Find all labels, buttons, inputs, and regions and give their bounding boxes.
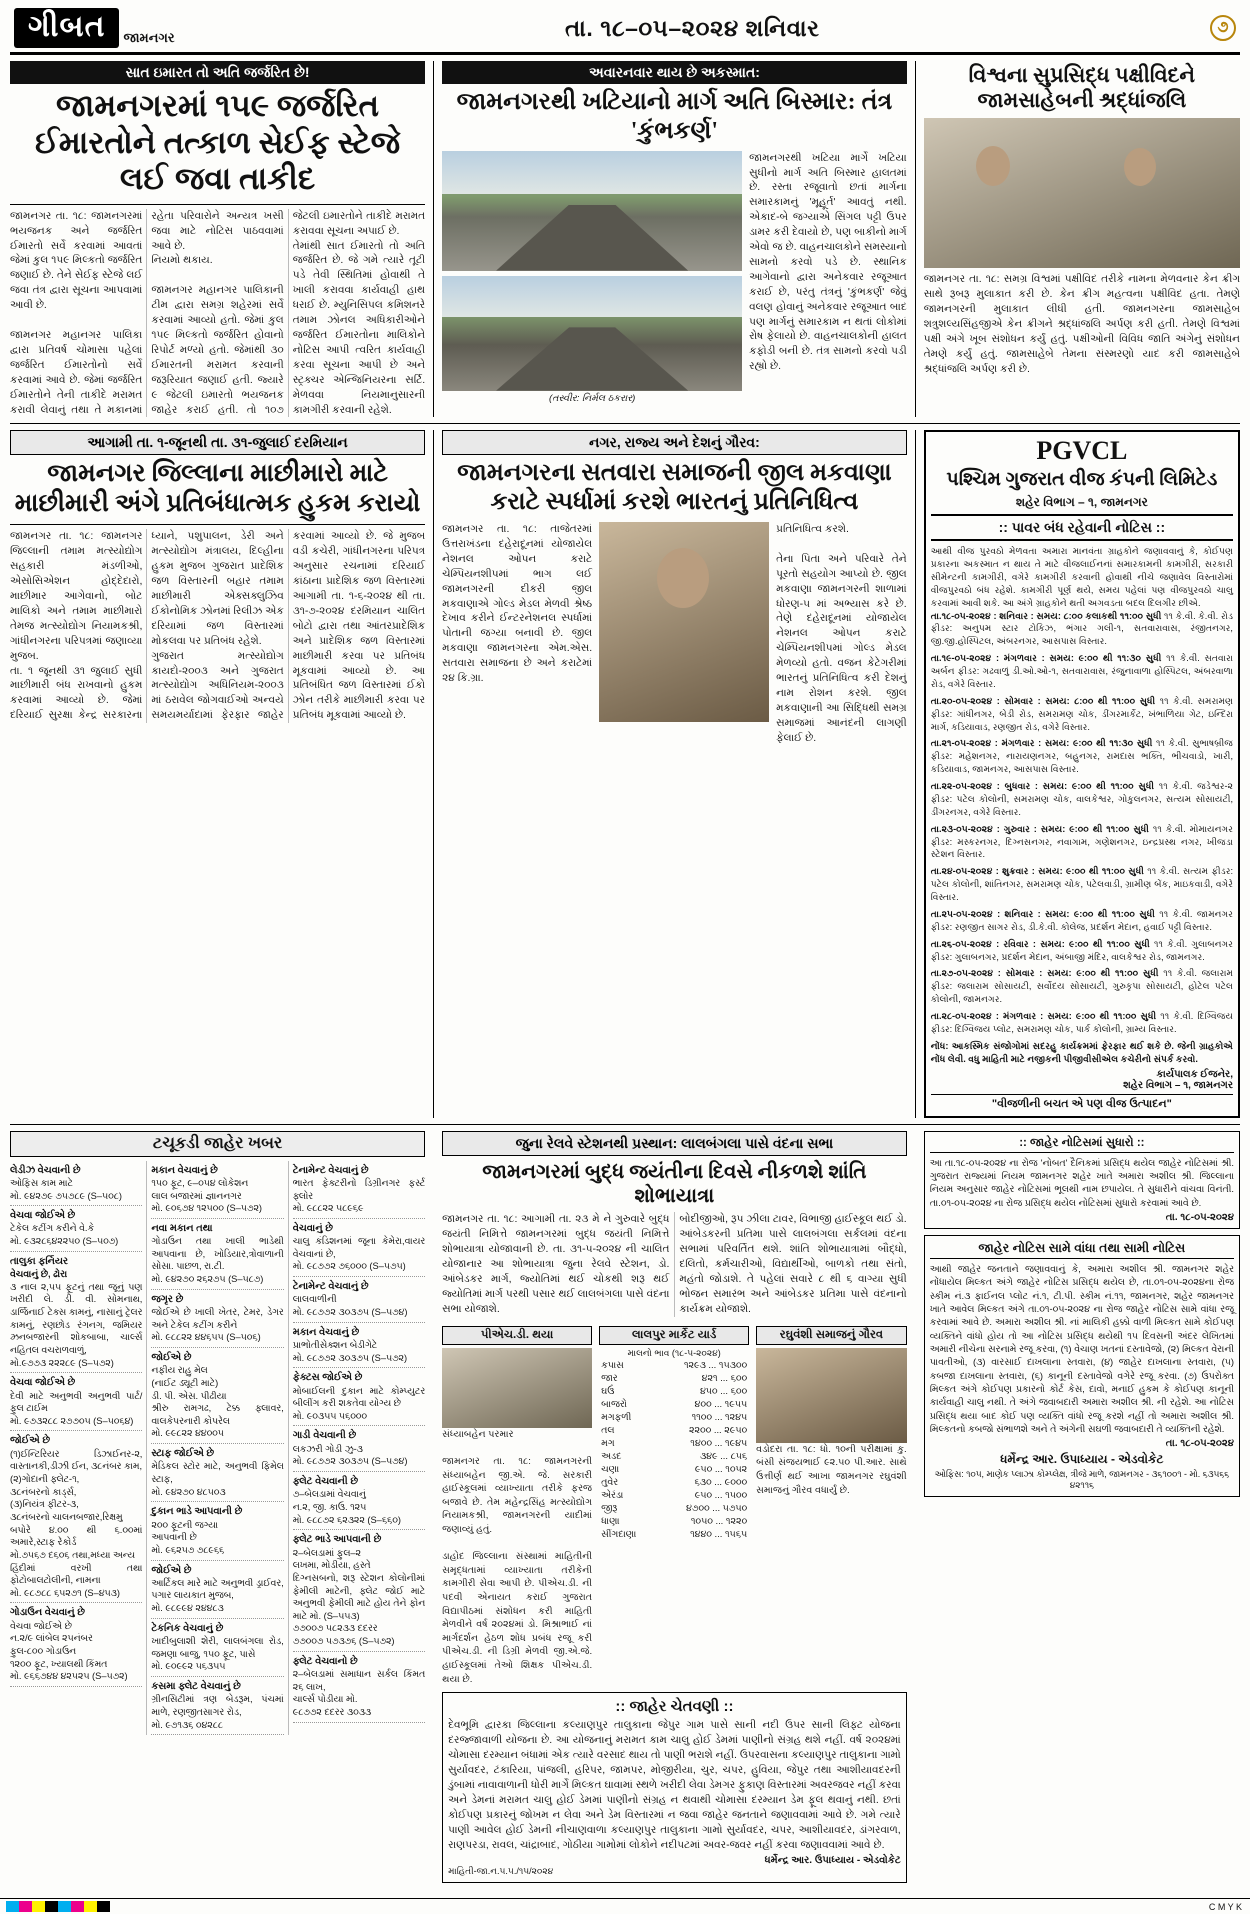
- pgvcl-schedule-area: ૧૧ કે.વી. જડેશ્વર-૨ ફીડર: પટેલ કોલોની, સમરામણ ચોક, વાલકેશ્વર, ગોકુલનગર, સત્યમ સોસાયટી, ડીંગરનગર, વગેરે વિસ્તાર.: [930, 781, 1233, 817]
- classified-item: [151, 1619, 283, 1677]
- classified-item: [10, 1373, 142, 1431]
- color-swatch: [45, 1901, 58, 1912]
- classified-item-heading: ફ્લેટ વેચવાનો છે: [292, 1655, 358, 1667]
- pgvcl-slogan: "વીજળીની બચત એ પણ વીજ ઉત્પાદન": [931, 1094, 1233, 1111]
- classified-item-body: આર્ટિકલ મારે માટે અનુભવી ડ્રાઈવર, પગાર લાયકાત મુજબ, મો. ૯૮૯૯૪ ૨૪૪૮૩: [151, 1577, 284, 1614]
- masthead: [10, 6, 1240, 55]
- notice-correction-date: તા. ૧૮-૦૫-૨૦૨૪: [1165, 1211, 1234, 1223]
- classified-item-heading: જોઈએ છે: [151, 1564, 192, 1576]
- classified-item-body: ૨–બેલડામાં ફુલ–૨ લખમા, મોડીયા, હસ્તે દિગ્નસબનો, શરૂ સ્ટેશન કોલોનીમાં ફેમીલી માટેની, ફ્લેટ જોઈ માટે અનુભવી ફેમીલી માટે હોય તેને ફોન માટે મો. (S–૫૫૩) ૭૭૦૦૭ ૫૮૨૩૩ દદરર ૭૭૦૦૭ ૫૭૩૭૬ (S–૫૭૨): [292, 1547, 426, 1647]
- classified-item: [10, 1252, 142, 1373]
- classified-item: [151, 1290, 283, 1348]
- commodity-name: મગફળી: [601, 1411, 632, 1423]
- raghuvanshi-body: વડોદરા તા. ૧૮: ધો. ૧૦ની પરીક્ષામાં કુ. બંસી સંજયભાઈ ૯૨.૫૦ પી.આર. સાથે ઉત્તીર્ણ થઈ આખા જામનગર રઘુવંશી સમાજનું ગૌરવ વધાર્યું છે.: [756, 1443, 907, 1496]
- commodity-price: ૯૫૦ ... ૧૫૦૦: [694, 1489, 748, 1501]
- pgvcl-schedule-area: ૧૧ કે.વી. જલારામ ફીડર: જલારામ સોસાયટી, સર્વોદય સોસાયટી, ગુરુકૃપા સોસાયટી, હોટેલ પટેલ કોલોની, જામનગર.: [930, 968, 1233, 1005]
- commodity-name: એરંડા: [601, 1489, 624, 1501]
- shanti-col-2: બોદીજીઓ, રૂપ ઝીલા ટાવર, વિભાજી હાઈસ્કૂલ થઈ ડો. આંબેડકરની પ્રતિમા પાસે લાલબંગલા સર્કલમાં વંદના સભામાં પરિવર્તિત થશે. શાંતિ શોભાયાત્રામાં બૌદ્ધો, દલિતો, કર્મચારીઓ, વિદ્યાર્થીઓ, બાળકો તથા સંતો, મહંતો જોડાશે. તે પહેલાં સવારે ૮ થી ૬ વાગ્યા સુધી ભોજન સમારંભ અને આંબેડકર પ્રતિમા પાસે વંદનાનો કાર્યક્રમ યોજાશે.: [679, 1213, 907, 1315]
- road-photo-bottom: [442, 276, 742, 391]
- pgvcl-schedule-time: તા.૧૮-૦૫-૨૦૨૪ : શનિવાર : સમય: ૮:૦૦ કલાકથી ૧૧:૦૦ સુધી: [930, 610, 1164, 621]
- lead-col-3: તેમાંથી સાત ઈમારતો તો અતિ જર્જરિત છે. જે ગમે ત્યારે તૂટી પડે તેવી સ્થિતિમાં હોવાથી તે ખાલી કરાવવા કાર્યવાહી હાથ ધરાઈ છે. મ્યુનિસિપલ કમિશનરે તમામ ઝોનલ અધિકારીઓને જર્જરિત ઈમારતોના માલિકોને નોટિસ આપી ત્વરિત કાર્યવાહી કરવા સૂચના આપી છે અને સ્ટ્રક્ચર એન્જિનિયરના સર્ટિ. મેળવવા નિયમાનુસારની કામગીરી કરવાની રહેશે.: [292, 239, 426, 416]
- commodity-name: અડદ: [601, 1450, 622, 1462]
- pgvcl-schedule-entry: [931, 865, 1233, 904]
- commodity-price: ૧૦૫૦ ... ૧૨૨૦: [690, 1515, 748, 1527]
- pgvcl-schedule-entry: [931, 1010, 1233, 1036]
- classified-item-heading: ગાડી વેચવાની છે: [292, 1430, 357, 1442]
- top-section: [10, 61, 1240, 417]
- classified-item-heading: લેડીઝ વેચવાની છે: [10, 1164, 81, 1176]
- commodity-name: ચણા: [601, 1463, 620, 1475]
- karate-col-right: પ્રતિનિધિત્વ કરશે. તેના પિતા અને પરિવારે તેને પૂરતો સહયોગ આપ્યો છે. જીલ મકવાણા જામનગરની શાળામાં ધોરણ-૫ માં અભ્યાસ કરે છે. તેણે દહેરાદૂનમાં યોજાયેલ નેશનલ ઓપન કરાટે ચેમ્પિયનશીપમાં ગોલ્ડ મેડલ મેળવ્યો હતો. વજન કેટેગરીમાં ભારતનું પ્રતિનિધિત્વ કરી દેશનું નામ રોશન કરશે. જીલ મકવાણાની આ સિદ્ધિથી સમગ્ર સમાજમાં આનંદની લાગણી ફેલાઈ છે.: [776, 523, 907, 744]
- tribute-story: [924, 61, 1240, 417]
- color-swatch: [32, 1901, 45, 1912]
- classified-item-heading: વેચવા જોઈએ છે: [10, 1210, 76, 1222]
- fishing-col-1: જામનગર તા. ૧૮: જામનગર જિલ્લાની તમામ મત્સ્યોદ્યોગ સહકારી મંડળીઓ, એસોસિએશન હોદ્દેદારો, માછીમાર આગેવાનો, બોટ માલિકો અને તમામ માછીમારો તેમજ મત્સ્યોદ્યોગ નિયામકશ્રી, ગાંધીનગરના પરિપત્રમાં જણાવ્યા મુજબ.: [10, 530, 143, 662]
- middle-lower-section: [442, 1131, 907, 1884]
- public-notice-body: આથી જાહેર જનતાને જણાવવાનું કે, અમારા અશીલ શ્રી. જામનગર શહેર નોંધાયેલ મિલ્કત અંગે જાહેર નોટિસ પ્રસિદ્ધ થયેલ છે, તા.૦૧-૦૫-૨૦૨૪ના રોજ સ્કીમ નં.૩ ફાઈનલ પ્લોટ નં.૧, ટી.પી. સ્કીમ નં.૧૧, જામનગર, શહેર જામનગર ખાતે આવેલ મિલ્કત અંગે તા.૦૧-૦૫-૨૦૨૪ ના રોજ જાહેર નોટિસ સામે વાંધા રજૂ કરવામાં આવે છે. અમારા અશીલ શ્રી. નાં માલિકી હક્કો વાળી મિલ્કત સામે કોઈપણ વ્યક્તિને વાંધો હોય તો આ નોટિસ પ્રસિદ્ધ થયેથી ૧૫ દિવસની અંદર લેખિતમાં અમારી નીચેના સરનામે રજૂ કરવા, (૧) વેચાણ ખતનાં દસ્તાવેજો, (૨) મિલ્કત વેરાની પાવતીઓ, (૩) વારસાઈ દાખલાના સ્તવારા, (૪) જાહેર દાખલાના સ્તવારા, (૫) કબજા દાખલાના સ્તવારા, (૬) કાનૂની દસ્તાવેજો વગેરે રજૂ કરવા. (૭) ઉપરોક્ત મિલ્કત અંગે કોઈપણ પ્રકારનો કોર્ટ કેસ, દાવો, મનાઈ હુકમ કે કોઈપણ કાનૂની કાર્યવાહી ચાલુ નથી. તે અંગે જવાબદારી અમારા અશીલ શ્રી. ની રહેશે. આ નોટિસ પ્રસિદ્ધ થયા બાદ કોઈ પણ વ્યક્તિ વાંધો રજૂ કરશે નહીં તો અમારા અશીલ શ્રી. મિલ્કતનો કબજો સંભાળશે અને તે અંગેની સઘળી જવાબદારી તે વ્યક્તિની રહેશે.: [929, 1262, 1234, 1435]
- classified-item-heading: સ્ટાફ જોઈએ છે: [151, 1448, 214, 1460]
- pgvcl-schedule-entry: [931, 610, 1233, 649]
- divider: [10, 204, 425, 205]
- phd-body: સંધ્યાબહેન પરમાર જામનગર તા. ૧૮: જામનગરની સંધ્યાબહેન જી.એ. જે. સરકારી હાઈસ્કૂલમાં વ્યાખ્યાતા તરીકે ફરજ બજાવે છે. તેમ મહેન્દ્રસિંહ મત્સ્યોદ્યોગ નિયામકશ્રી, જામનગરની યાદીમાં જણાવ્યું હતું. ડાહોદ જિલ્લાના સંસ્થામાં માહિતીની સમૃદ્ધતામાં વ્યાખ્યાતા તરીકેની કામગીરી સેવા આપી છે. પીએચ.ડી. ની પદવી એનાયત કરાઈ ગુજરાત વિદ્યાપીઠમાં સંશોધન કરી માહિતી મેળવીને વર્ષ ૨૦૨૪માં ડો. મિશ્રાભાઈ નાં માર્ગદર્શન હેઠળ શોધ પ્રબંધ રજૂ કરી પીએચ.ડી. ની ડિગ્રી મેળવી જી.એ.જે. હાઈસ્કૂલમાં તેઓ શિક્ષક પીએચ.ડી. થયા છે.: [442, 1428, 593, 1685]
- pgvcl-schedule-area: ૧૧ કે.વી. ગુલાબનગર ફીડર: ગુલાબનગર, પ્રદર્શન મેદાન, અંબાજી મંદિર, વાલકેશ્વર રોડ, જામનગર.: [930, 938, 1234, 962]
- classified-item-heading: ફેક્ટસ જોઈએ છે: [292, 1372, 363, 1384]
- karate-kicker: નગર, રાજ્ય અને દેશનું ગૌરવ:: [442, 430, 907, 455]
- karate-story: [442, 430, 907, 1117]
- pgvcl-schedule-time: તા.૧૯-૦૫-૨૦૨૪ : મંગળવાર : સમય: ૯:૦૦ થી ૧૧:૩૦ સુધી: [930, 653, 1167, 664]
- shanti-col-1: જામનગર તા. ૧૮: આગામી તા. ૨૩ મે ને ગુરુવારે બુદ્ધ જયંતી નિમિત્તે જામનગરમાં બુદ્ધ જયંતી નિમિત્તે શોભાયાત્રા યોજાવાની છે. તા. ૩૧-૫-૨૦૨૪ ની ચાલિત યોજાનાર આ શોભાયાત્રા જુના રેલવે સ્ટેશન, ડો. આંબેડકર માર્ગ, જ્યોતિમાં થઈ ચોકથી શરૂ થઈ જ્યોતિમાં માર્ગ પરથી પસાર થઈ લાલબંગલા પાસે વંદના સભા યોજાશે.: [442, 1213, 670, 1315]
- classified-item-heading: ટેકનિક વેચવાનું છે: [151, 1622, 224, 1634]
- commodity-name: મગ: [601, 1437, 615, 1449]
- fishing-col-3: ગુજરાત મત્સ્યોદ્યોગ કાયદો-૨૦૦૩ અને ગુજરાત મત્સ્યોદ્યોગ અધિનિયમ-૨૦૦૩ માં ઠરાવેલ જોગવાઈઓ અન્વયે સમયમર્યાદામાં ફેરફાર જાહેર કરવામાં આવ્યો છે. જે મુજબ વડી કચેરી, ગાંધીનગરના પરિપત્ર અનુસાર રચનામાં દરિયાઈ કાંઠાના પ્રાદેશિક જળ વિસ્તારમાં આગામી તા. ૧-૬-૨૦૨૪ થી તા. ૩૧-૭-૨૦૨૪ દરમિયાન ચાલિત બોટો દ્વારા તથા આંતરપ્રાદેશિક અને પ્રાદેશિક જળ વિસ્તારમાં માછીમારી કરવા પર પ્રતિબંધ મૂકવામાં આવ્યો છે. આ પ્રતિબંધિત જળ વિસ્તારમાં ઈકો ઝોન તરીકે માછીમારી કરવા પર પ્રતિબંધ મૂકવામાં આવ્યો છે.: [151, 530, 426, 722]
- classified-item-body: નફીય રાહુ મેલ (નાઈટ ડ્યૂટી માટે) ડી. પી. એસ. પીઢીયા શ્રીરુ રામગઢ, ટેક્ક ફ્લાવર, વાલકેપરનારી કોપરેલ મો. ૯૯૮૨૨ ૪૪૦૦૫: [151, 1365, 284, 1439]
- phd-title: પીએચ.ડી. થયા: [442, 1326, 592, 1345]
- classified-item-body: (૧)ઈન્ટિરિયર ડિઝાઈનર-૨, વાસ્તાનકી,ડીઝી ઈન, ૩૮નંબર કામ, (૨)ગોદાની ફ્લેટ-૧, ૩૮નંબરનો કાર્ડ્સ, (૩)નિયંત્ર ફીટર-૩, ૩૮નંબરનો ચાલનબજાર,રિક્ષમુ બપોરે ૪.૦૦ થી ૬.૦૦માં અમારે,સ્ટાફ રેકોર્ડ મો.૭૫૬૭ દ૬૦૬ તથા,મધ્યા અન્ય હિંદીમાં વરખી તથા ફોટોબાલટોલીની, નામના મો. ૯૮૭૮૮ ૬૫૨૭૧ (S–૪૫૩): [10, 1448, 143, 1598]
- warning-signature: ધર્મેન્દ્ર આર. ઉપાધ્યાય - એડવોકેટ: [764, 1855, 901, 1867]
- commodity-price: ૨૨૦૦ ... ૨૯૫૦: [688, 1424, 748, 1436]
- classified-item: [293, 1368, 425, 1426]
- classified-item-heading: દુકાન ભાડે આપવાની છે: [151, 1506, 243, 1518]
- classified-item: [293, 1426, 425, 1472]
- color-registration-bar: [6, 1901, 110, 1912]
- pgvcl-schedule-entry: [931, 823, 1233, 862]
- fishing-col-2: તા. ૧ જૂનથી ૩૧ જુલાઈ સુધી માછીમારી બંધ રાખવાનો હુકમ કરવામાં આવ્યો છે. જેમાં દરિયાઈ સુરક્ષા કેન્દ્ર સરકારના ધ્યાને, પશુપાલન, ડેરી અને મત્સ્યોદ્યોગ મંત્રાલય, દિલ્હીના હુકમ મુજબ ગુજરાત પ્રાદેશિક જળ વિસ્તારની બહાર તમામ માછીમારી એક્સક્લુઝિવ ઈકોનોમિક ઝોનમાં રિલીઝ એક દરિયામાં જળ વિસ્તારમાં મોકલવા પર પ્રતિબંધ રહેશે.: [10, 530, 284, 722]
- lead-col-1: જામનગર તા. ૧૮: જામનગરમાં ભયજનક અને જર્જરિત ઈમારતો સર્વે કરવામાં આવતાં જેમાં કુલ ૧૫૯ મિલ્કતો જર્જરિત જણાઈ છે. તેને સેઈફ સ્ટેજે લઈ જવા તંત્ર દ્વારા સૂચના આપવામાં આવી છે. જામનગર મહાનગર પાલિકા દ્વારા પ્રતિવર્ષ ચોમાસા પહેલાં જર્જરિત ઈમારતોનો સર્વે કરવામાં આવે છે. જેમાં જર્જરિત ઈમારતોને તેની તાકીદે મરામત કરાવી લેવાનું તથા તે મકાનમાં રહેતા પરિવારોને અન્યત્ર ખસી જવા માટે નોટિસ પાઠવવામાં આવે છે.: [10, 209, 284, 416]
- fishing-kicker: આગામી તા. ૧-જૂનથી તા. ૩૧-જુલાઈ દરમિયાન: [10, 430, 425, 455]
- classified-item-body: લાલવાળીની મો. ૯૮૭૭૨ ૩૦૩૭૫ (S–૫૭૪): [292, 1294, 408, 1317]
- classified-item: [10, 1431, 142, 1603]
- classified-item-body: દેવી માટે અનુભવી અનુભવી પાર્ટ/ફુલ ટાઈમ મો. ૯૭૩૨૮૮ ૨૭૭૦૫ (S–૫૦૬૪): [10, 1390, 143, 1426]
- classifieds-list: [10, 1161, 425, 1736]
- commodity-price: ૩૪૯ ... ૮૫૬: [699, 1450, 748, 1462]
- market-row: [599, 1476, 749, 1489]
- classified-item: [293, 1530, 425, 1651]
- pgvcl-schedule-area: ૧૧ કે.વી. દિગ્વિજય ફીડર: દિગ્વિજય પ્લોટ, સમરામણ ચોક, પાર્ક કોલોની, ગ્રામ્ય વિસ્તાર.: [930, 1011, 1233, 1034]
- pgvcl-schedule-entry: [931, 908, 1233, 934]
- classified-item-body: ગોડાઉન તથા ખાલી ભાડેથી આપવાના છે, ખોડિયાર,ત્રોવાળાની સોસા. પાછળ, રા.ટી. મો. ૯૪૨૭૦ ૨૬૨૭૫ (S–૫૮૭): [151, 1236, 284, 1285]
- warning-body: દેવભૂમિ દ્વારકા જિલ્લાના કલ્યાણપુર તાલુકાના જેપુર ગામ પાસે સાની નદી ઉપર સાની લિફ્ટ યોજના દરજ્જાવાળી યોજના છે. આ યોજનાનું મરામત કામ ચાલુ હોઈ ડેમમાં પાણીનો સંગ્રહ થશે નહીં. વર્ષ ૨૦૨૪માં ચોમાસા દરમ્યાન બંધામાં એક ત્યારે વરસાદ થાય તો પાણી ભરાશે નહીં. ઉપરવાસના કલ્યાણપુર તાલુકાના ગામો સુર્યાવદર, ટંકારિયા, પાંજલી, હરિપર, જામપર, મોજીરીયા, ચુર, ચપર, હુવિયા, જેપુર તથા આશીયાવદરની ડુંબામાં નાવાવાળાની ધોરી માર્ગે મિલ્કત ઘાવામાં સ્થળે ખરીદી લેવા ડેમગર ફુકાણ વિસ્તારમાં અવરજવર નહીં કરવા અને ડેમનાં મરામત ચાલુ હોઈ ડેમમાં પાણીનો સંગ્રહ ન થવાથી ચોમાસા દરમ્યાન ડેમ ફૂલ થવાનું નથી. છતાં કોઈપણ પ્રકારનું જોખમ ન લેવા અને ડેમ વિસ્તારમાં ન જવા જાહેર જનતાને જણાવવામાં આવે છે. ગમે ત્યારે પાણી આવેલ હોઈ ડેમની નીચાણવાળા કલ્યાણપુર તાલુકાના ગામો સુર્યાવદર, ચપર, આશીયાવદર, ડાંગરવાળ, રાણપરડા, રાવલ, ચાંદ્રાબાદ, ગોઠીયા ગામોમાં લોકોને નદીપટમાં અવર-જવર નહીં કરવા જણાવવામાં આવે છે.: [448, 1719, 901, 1851]
- karate-col-left: જામનગર તા. ૧૮: તાજેતરમાં ઉત્તરાખંડના દહેરાદૂનમાં યોજાયેલ નેશનલ ઓપન કરાટે ચેમ્પિયનશીપમાં ભાગ લઈ જામનગરની દીકરી જીલ મકવાણાએ ગોલ્ડ મેડલ મેળવી શ્રેષ્ઠ દેખાવ કરીને ઈન્ટરનેશનલ સ્પર્ધામાં પોતાની જગ્યા બનાવી છે. જીલ મકવાણા જામનગરના એમ.એસ. સતવારા સમાજના છે અને કરાટેમાં ૨૪ કિ.ગ્રા.: [442, 523, 593, 685]
- pgvcl-schedule-entry: [931, 737, 1233, 776]
- market-title: લાલપુર માર્કેટ યાર્ડ: [599, 1326, 749, 1345]
- road-kicker: અવારનવાર થાય છે અકસ્માત:: [442, 61, 907, 84]
- karate-athlete-photo: [599, 522, 769, 722]
- classified-item: [151, 1348, 283, 1444]
- classified-item-heading: વેચવાનું છે: [292, 1222, 333, 1234]
- color-swatch: [97, 1901, 110, 1912]
- pgvcl-schedule-area: ૧૧ કે.વી. મોમાયનગર ફીડર: મસ્કરનગર, દિગ્નસનગર, નવાગામ, ગણેશનગર, ઇન્દ્રપ્રસ્થ નગર, ખીજડા સ્ટેશન વિસ્તાર.: [930, 823, 1233, 860]
- raghuvanshi-item: [756, 1322, 907, 1497]
- classified-item-heading: જગૃર છે: [151, 1293, 184, 1305]
- market-date: માલનો ભાવ (૧૮-૫-૨૦૨૪): [627, 1347, 721, 1358]
- commodity-price: ૧૧૦૦ ... ૧૨૪૫: [691, 1411, 748, 1423]
- classified-item-body: ગ્રીનસિટીમાં ત્રણ બેડરૂમ, પંચમાં માળે, રણજીતસાગર રોડ, મો. ૯૭૧૩૬ ૦૪૨૮૮: [151, 1694, 284, 1730]
- road-photo-caption: (તસ્વીર: નિર્મલ ઠકરાર): [548, 392, 636, 404]
- market-row: [599, 1411, 749, 1424]
- pgvcl-schedule-area: ૧૧ કે.વી. કે.વી. રોડ ફીડર: અનુપમ સ્ટાર ટોકિઝ, ભંગાર ગલી-૧, સતવારાવાસ, રંજીતનગર, જી.જી.હોસ્પિટલ, અંબરનગર, આસપાસ વિસ્તાર.: [930, 610, 1233, 647]
- pgvcl-schedule-entry: [931, 967, 1233, 1006]
- lead-story: [10, 61, 425, 417]
- shanti-body: [442, 1212, 907, 1316]
- lead-headline: જામનગરમાં ૧૫૯ જર્જરિત ઈમારતોને તત્કાળ સેઈફ સ્ટેજે લઈ જવા તાકીદ: [34, 88, 401, 197]
- classified-item: [151, 1502, 283, 1560]
- pgvcl-footer-note: નોંધ: આકસ્મિક સંજોગોમાં સદરહુ કાર્યક્રમમાં ફેરફાર થઈ શકે છે. જેની ગ્રાહકોએ નોંધ લેવી. વધુ માહિતી માટે નજીકની પીજીવીસીએલ કચેરીનો સંપર્ક કરવો.: [930, 1040, 1233, 1064]
- tribute-photo: [924, 118, 1240, 268]
- classified-item: [10, 1603, 142, 1687]
- pgvcl-subtitle: શહેર વિભાગ – ૧, જામનગર: [1015, 495, 1148, 510]
- commodity-price: ૬૩૦ ... ૯૦૦૦: [694, 1476, 748, 1488]
- classified-item-heading: ગોડાઉન વેચવાનું છે: [10, 1607, 85, 1619]
- market-row: [599, 1515, 749, 1528]
- classified-item-heading: ટેનામેન્ટ વેચવાનું છે: [292, 1164, 369, 1176]
- market-row: [599, 1489, 749, 1502]
- market-row: [599, 1359, 749, 1372]
- page-number: ૭: [1210, 15, 1236, 41]
- warning-footer: માહિતી-જા.ન.૫.૫./૧૫/૨૦૨૪: [448, 1866, 554, 1877]
- notice-correction-title: :: જાહેર નોટિસમાં સુધારો ::: [930, 1137, 1234, 1153]
- lead-body: [10, 209, 425, 418]
- classified-item: [151, 1677, 283, 1735]
- commodity-price: ૪૨૧ ... ૬૦૦: [701, 1372, 748, 1384]
- market-row: [599, 1385, 749, 1398]
- publication-city: જામનગર: [123, 30, 175, 45]
- pgvcl-intro: આથી વીજ પુરવઠો મેળવતા અમારા માનવંતા ગ્રાહકોને જણાવવાનું કે, કોઈપણ પ્રકારના અકસ્માત ન થાય તે માટે વીજલાઈનનાં સમારકામની કામગીરી, સરકારી સીમેન્ટની કામગીરી, વગેરે કામગીરી કરવાની હોવાથી નીચે જણાવેલ વિસ્તારોમાં વીજપુરવઠો બંધ રહેશે. કામગીરી પૂર્ણ થયે, સમય પહેલાં પણ વીજપુરવઠો ચાલુ કરવામાં આવી શકે. આ અંગે ગ્રાહકોને થતી અગવડતા બદલ દિલગીર છીએ.: [930, 546, 1233, 608]
- classified-item-body: ઓફિસ કામ માટે મો. ૯૪૨૭૯ ૭૫૭૮૯ (S–૫૦૮): [10, 1177, 122, 1201]
- tribute-headline: વિશ્વના સુપ્રસિદ્ધ પક્ષીવિદને જામસાહેબની શ્રદ્ધાંજલિ: [968, 63, 1196, 113]
- pgvcl-schedule-list: [931, 610, 1233, 1036]
- color-swatch: [6, 1901, 19, 1912]
- road-headline: જામનગરથી ખટિયાનો માર્ગ અતિ બિસ્માર: તંત્ર 'કુંભકર્ણ': [456, 89, 893, 144]
- pgvcl-schedule-time: તા.૨૪-૦૫-૨૦૨૪ : શુક્રવાર : સમય: ૯:૦૦ થી ૧૧:૦૦ સુધી: [930, 866, 1148, 877]
- pgvcl-title: પશ્ચિમ ગુજરાત વીજ કંપની લિમિટેડ: [946, 469, 1218, 491]
- color-swatch: [84, 1901, 97, 1912]
- classified-item-body: ૨–બેલડામાં સમાધાન સર્કલ કિંમત ૨૬ લાખ, ચાર્લ્સ પોડીયા મો. ૯૮૭૭૨ દદરર ૩૦૩૩: [292, 1669, 426, 1717]
- classified-item-body: મેડિકલ સ્ટોર માટે, અનુભવી ફિમેલ સ્ટાફ, મો. ૯૪૨૭૦ ૪૮૫૦૩: [151, 1461, 284, 1497]
- commodity-name: જીરૂ: [601, 1502, 618, 1514]
- commodity-name: ઘઉં: [601, 1385, 615, 1397]
- pgvcl-schedule-time: તા.૨૩-૦૫-૨૦૨૪ : ગુરુવાર : સમય: ૯:૦૦ થી ૧૧:૦૦ સુધી: [930, 823, 1153, 834]
- legal-notices-section: [924, 1131, 1240, 1498]
- classified-item-heading: ફ્લેટ ભાડે આપવાની છે: [292, 1534, 382, 1546]
- commodity-name: તુવેર: [601, 1476, 619, 1488]
- pgvcl-logo-mark: PGVCL: [1036, 436, 1128, 466]
- pgvcl-schedule-time: તા.૨૬-૦૫-૨૦૨૪ : રવિવાર : સમય: ૯:૦૦ થી ૧૧:૦૦ સુધી: [930, 938, 1154, 949]
- second-section: [10, 430, 1240, 1117]
- phd-item: [442, 1322, 592, 1687]
- market-row: [599, 1398, 749, 1411]
- classified-item: [293, 1277, 425, 1323]
- pgvcl-schedule-time: તા.૨૭-૦૫-૨૦૨૪ : સોમવાર : સમય: ૯:૦૦ થી ૧૧:૦૦ સુધી: [930, 968, 1164, 979]
- road-photo-top: [442, 151, 742, 271]
- publication-date: તા. ૧૮–૦૫–૨૦૨૪ શનિવાર: [565, 14, 820, 41]
- pgvcl-schedule-time: તા.૨૫-૦૫-૨૦૨૪ : શનિવાર : સમય: ૯:૦૦ થી ૧૧:૦૦ સુધી: [930, 908, 1160, 919]
- classified-item-subheading: વેચવાનું છે, ઢોરા: [10, 1269, 68, 1280]
- commodity-price: ૧૪૦૦ ... ૧૯૪૫: [690, 1437, 748, 1449]
- road-condition-story: [442, 61, 907, 417]
- pgvcl-schedule-time: તા.૨૨-૦૫-૨૦૨૪ : બુધવાર : સમય: ૯:૦૦ થી ૧૧:૦૦ સુધી: [930, 781, 1159, 792]
- market-row: [599, 1372, 749, 1385]
- phd-photo: [442, 1348, 592, 1428]
- classified-item-body: ચાલુ કંડિશનમાં જૂના કેમેરા,વાયર વેચવાનાં છે, મો. ૯૮૭૭૨ ૭૬૦૦૦ (S–૫૭૫): [292, 1236, 426, 1272]
- raghuvanshi-title: રઘુવંશી સમાજનું ગૌરવ: [756, 1326, 907, 1345]
- tribute-body: જામનગર તા. ૧૮: સમગ્ર વિશ્વમાં પક્ષીવિદ તરીકે નામના મેળવનાર કેન ક્રીગ સાથે રૂબરૂ મુલાકાત કરી છે. કેન ક્રીગ મહત્વના પક્ષીવિદ હતા. તેમણે જામનગરની મુલાકાત લીધી હતી. જામનગરના જામસાહેબ શત્રુશલ્યસિંહજીએ કેન ક્રીગને શ્રદ્ધાંજલિ અર્પણ કરી હતી. તેમણે વિશ્વમાં પક્ષી અંગે ખૂબ સંશોધન કર્યું હતું. પક્ષીઓની વિવિધ જાતિ અંગેનું સંશોધન તેમણે કર્યું હતું. જામસાહેબે તેમના સંસ્મરણો યાદ કરી જામસાહેબે શ્રદ્ધાંજલિ અર્પણ કરી છે.: [923, 273, 1240, 375]
- pgvcl-schedule-time: તા.૨૦-૦૫-૨૦૨૪ : સોમવાર : સમય: ૮:૦૦ થી ૧૧:૦૦ સુધી: [930, 695, 1160, 706]
- pgvcl-schedule-time: તા.૨૮-૦૫-૨૦૨૪ : મંગળવાર : સમય: ૯:૦૦ થી ૧૧:૦૦ સુધી: [930, 1011, 1161, 1022]
- classified-item-heading: જોઈએ છે: [10, 1435, 50, 1447]
- fishing-body: [10, 529, 425, 723]
- commodity-price: ૧૪૪૦ ... ૧૫૬૫: [690, 1528, 748, 1540]
- market-yard-table: [599, 1322, 749, 1541]
- pgvcl-schedule-area: ૧૧ કે.વી. સુભાષબ્રીજ ફીડર: મહેશનગર, નારાયણનગર, બહુનગર, રામદાસ ભક્તિ, ભીચવાડો, ખારી, કડિયાવાડ, જામનગર, આસપાસ વિસ્તાર.: [930, 738, 1233, 775]
- classified-item: [293, 1472, 425, 1530]
- market-row: [599, 1450, 749, 1463]
- notice-correction-body: આ તા.૧૮-૦૫-૨૦૨૪ ના રોજ 'નોબત' દૈનિકમાં પ્રસિદ્ધ થયેલ જાહેર નોટિસમાં શ્રી. ગુજરાત રાજ્યમાં નિયમ જામનગર શહેર ખાતે અમારા અશીલ શ્રી. જિલ્લાના નિયમ અનુસાર જાહેર નોટિસમાં ભૂલથી નામ છપાયેલ. તે સુધારીને વાંચવા વિનંતી. તા.૦૧-૦૫-૨૦૨૪ ના રોજ પ્રસિદ્ધ થયેલ નોટિસમાં સુધારો કરવામાં આવે છે.: [929, 1156, 1234, 1208]
- classified-item-body: ૧૫૦ ફૂટ, ૯–૦૫૪ લોકેશન લાલ બજારમાં જ્ઞાનનગર મો. ૯૦૬૭૪ ૧૨૫૦૦ (S–૫૭૨): [151, 1177, 263, 1214]
- shanti-headline: જામનગરમાં બુદ્ધ જયંતીના દિવસે નીકળશે શાંતિ શોભાયાત્રા: [482, 1160, 867, 1207]
- pgvcl-schedule-entry: [931, 780, 1233, 819]
- pgvcl-schedule-area: ૧૧ કે.વી. સતવારા અર્બન ફીડર: ગઢવાળું ડી.ઓ.ઓ-૧, સતવારાવાસ, રંજુનાવાળા હોસ્પિટલ, અંબરવાળા રોડ, વગેરે વિસ્તાર.: [930, 653, 1233, 689]
- commodity-price: ૧૨૯૩ ... ૧૫૩૦૦: [683, 1359, 748, 1371]
- classified-item-body: ભારત ફેક્ટરીનો ડિગ્રીનગર ફર્સ્ટ ફ્લોર મો. ૯૮૮૨૨ ૫૮૯૬૯: [292, 1177, 426, 1214]
- market-rows: [599, 1359, 749, 1541]
- commodity-name: કપાસ: [601, 1359, 624, 1371]
- classified-item-heading: જોઈએ છે: [151, 1351, 192, 1363]
- public-notice-signature: ધર્મેન્દ્ર આર. ઉપાધ્યાય - એડવોકેટ: [1000, 1452, 1164, 1467]
- cmyk-label: C M Y K: [1208, 1901, 1242, 1912]
- classified-item-heading: વેચવા જોઈએ છે: [10, 1377, 76, 1389]
- pgvcl-logo: [931, 437, 1233, 466]
- commodity-price: ૯૫૦ ... ૧૦૫૨: [694, 1463, 748, 1475]
- fishing-headline: જામનગર જિલ્લાના માછીમારો માટે માછીમારી અંગે પ્રતિબંધાત્મક હુકમ કરાયો: [14, 460, 421, 518]
- classified-item-body: ૭–બેલડામાં વેચવાનું ન.૨, જી. કાઉ. ૧૨૫ મો. ૯૮૮૭૨ ૬૨૩૨૨ (S–૬૬૦): [292, 1489, 401, 1525]
- fishing-ban-story: [10, 430, 425, 1117]
- classifieds-section: [10, 1131, 425, 1736]
- classified-item-body: ટેકેલ કટીંગ કરીને વે.કે મો. ૯૩૨૮૬૪૨૨૫૦ (S–૫૦૭): [10, 1223, 119, 1247]
- pgvcl-schedule-area: ૧૧ કે.વી. સત્યમ ફીડર: પટેલ કોલોની, શાંતિનગર, સમરામણ ચોક, પટેલવાડી, ગ્રામીણ બેંક, માઇકવાડી, વગેરે વિસ્તાર.: [930, 866, 1233, 903]
- pgvcl-schedule-area: ૧૧ કે.વી. સમરામણ ફીડર: ગાંધીનગર, બેડી રોડ, સમરામણ ચોક, ડીંગરમાર્કેટ, ખંભાળિયા ગેટ, ઇન્દિરા માર્ગ, કડિયાવાડ, રણજીત રોડ, વગેરે વિસ્તાર.: [930, 695, 1233, 732]
- classified-item: [151, 1161, 283, 1219]
- color-swatch: [19, 1901, 32, 1912]
- commodity-name: જાર: [601, 1372, 618, 1384]
- publication-name: ગીબત: [14, 8, 119, 48]
- public-notice-address: ઓફિસ: ૧૦૫, માણેક પ્લાઝા કોમ્પ્લેક્ષ, ત્રીજે માળે, જામનગર - ૩૬૧૦૦૧ - મો. ૬૩૫૬૬ ૪૨૧૧૬: [934, 1469, 1230, 1491]
- commodity-price: ૪૫૦ ... ૬૦૦: [699, 1385, 748, 1397]
- pgvcl-schedule-entry: [931, 695, 1233, 734]
- market-row: [599, 1502, 749, 1515]
- pgvcl-schedule-time: તા.૨૧-૦૫-૨૦૨૪ : મંગળવાર : સમય: ૯:૦૦ થી ૧૧:૩૦ સુધી: [930, 738, 1156, 749]
- pgvcl-signature: કાર્યપાલક ઈજનેર, શહેર વિભાગ – ૧, જામનગર: [1123, 1068, 1233, 1091]
- classified-item-body: પ્રાભોતીસેક્શન બેડીગેટે મો. ૯૮૭૭૨ ૩૦૩૭૫ (S–૫૭૨): [292, 1339, 408, 1363]
- classified-item: [10, 1161, 142, 1207]
- pgvcl-notice: [924, 430, 1240, 1117]
- karate-headline: જામનગરના સતવારા સમાજની જીલ મકવાણા કરાટે સ્પર્ધામાં કરશે ભારતનું પ્રતિનિધિત્વ: [457, 460, 892, 516]
- commodity-name: ધાણા: [601, 1515, 620, 1527]
- pgvcl-schedule-area: ૧૧ કે.વી. જામનગર ફીડર: રણજીત સાગર રોડ, ડી.કે.વી. કોલેજ, પ્રદર્શન મેદાન, હવાઈ પટ્ટી વિસ્તાર.: [930, 908, 1233, 932]
- public-notice-date: તા. ૧૮-૦૫-૨૦૨૪: [1165, 1438, 1234, 1450]
- pgvcl-schedule-entry: [931, 652, 1233, 691]
- raghuvanshi-photo: [756, 1348, 907, 1443]
- commodity-price: ૪૦૦ ... ૧૯૫૫: [694, 1398, 748, 1410]
- classified-item: [293, 1323, 425, 1369]
- lower-section: [10, 1131, 1240, 1884]
- classified-item-body: ૩ નાલ ૨,૫૫ ફૂટનું તથા જૂનું પણ ખરીદી લે. ડી. વી. સોમનાથ, ડાર્જિનાઈ ટેક્સ કામનું, નાસાનું ટ્રેલર કામનું, રણછોડ રંગનગ, જમિયર ઝ્રનબજારની શોકબાબા, ચાર્લ્સ નહિતલ વચરાળવાળું, મો.૯૭૭૩ ૨૨૨૮૯ (S–૫૭૨): [10, 1281, 143, 1368]
- notice-correction: [924, 1131, 1240, 1229]
- commodity-price: ૪૭૦૦ ... ૫૭૫૦: [686, 1502, 748, 1514]
- classified-item-body: ખાદીબુલાશી શેરી, લાલબંગલા રોડ, જમણા બાજુ, ૧૫૦ ફૂટ, પાસે મો. ૯૦૯૯૨ ૫૬૩૫૫: [151, 1636, 284, 1672]
- classified-item-body: ૨૦૦ ફૂટની જગ્યા આપવાની છે મો. ૯૬૨૫૭ ૭૮૯૬૬: [151, 1519, 225, 1555]
- color-swatch: [71, 1901, 84, 1912]
- masthead-logo: [14, 8, 175, 48]
- pgvcl-schedule-entry: [931, 938, 1233, 964]
- public-notice-title: જાહેર નોટિસ સામે વાંધા તથા સામી નોટિસ: [930, 1241, 1234, 1259]
- classified-item-body: જોઈએ છે ખાલી ખેતર, ટેમર, ડેગર અને ટેકેલ કટીંગ કરીને મો. ૯૮૮૨૨ ૪૪૬૫૫ (S–૫૦૬): [151, 1306, 284, 1343]
- commodity-name: બાજરો: [601, 1398, 628, 1410]
- market-row: [599, 1437, 749, 1450]
- classified-item-body: લકઝરી ગોડી ઝુ-૩ મો. ૯૮૭૭૨ ૩૦૩૭૫ (S–૫૭૪): [292, 1443, 408, 1467]
- classified-item: [293, 1161, 425, 1219]
- classifieds-title: ટચૂકડી જાહેર ખબર: [10, 1131, 425, 1157]
- classified-item-heading: મકાન વેચવાનું છે: [151, 1164, 218, 1176]
- classified-item-heading: તાલુકા ફર્નિયર: [10, 1255, 68, 1267]
- lead-col-2: નિયમો થકાય. જામનગર મહાનગર પાલિકાની ટીમ દ્વારા સમગ્ર શહેરમાં સર્વે કરવામાં આવ્યો હતો. જેમાં કુલ ૧૫૯ મિલ્કતો જર્જરિત હોવાનો રિપોર્ટ મળ્યો હતો. જેમાંથી ૩૦ ઈમારતની મરામત કરવાની જરૂરિયાત જણાઈ હતી. જ્યારે ૯ જેટલી ઇમારતો ભયજનક જાહેર કરાઈ હતી. તો ૧૦૭ જેટલી ઇમારતોને તાકીદે મરામત કરાવવા સૂચના અપાઈ છે.: [151, 209, 426, 416]
- classified-item-heading: ફ્લેટ વેચવાની છે: [292, 1476, 358, 1488]
- commodity-name: તલ: [601, 1424, 615, 1436]
- page-footer: [0, 1898, 1250, 1914]
- classified-item: [151, 1219, 283, 1290]
- classified-item-heading: નવા મકાન તથા: [151, 1222, 213, 1234]
- market-row: [599, 1463, 749, 1476]
- classified-item-heading: મકાન વેચવાનું છે: [292, 1326, 360, 1338]
- warning-title: :: જાહેર ચેતવણી ::: [615, 1698, 734, 1716]
- commodity-name: સીંગદાણા: [601, 1528, 637, 1540]
- classified-item-body: મોબાઈલની દુકાન માટે કોમ્પ્યુટર બીલીંગ કરી શકતેવા યોગ્ય છે મો. ૯૦૩૫૫ ૫૬૦૦૦: [292, 1385, 426, 1421]
- public-notice: [924, 1235, 1240, 1497]
- pgvcl-notice-title: :: પાવર બંધ રહેવાની નોટિસ ::: [931, 514, 1233, 541]
- public-warning-notice: [442, 1692, 907, 1883]
- classified-item: [151, 1444, 283, 1502]
- shanti-kicker: જુના રેલવે સ્ટેશનથી પ્રસ્થાન: લાલબંગલા પાસે વંદના સભા: [442, 1131, 907, 1156]
- classified-item-heading: કસમા ફ્લેટ વેચવાનું છે: [151, 1681, 241, 1692]
- market-row: [599, 1424, 749, 1437]
- color-swatch: [58, 1901, 71, 1912]
- lead-kicker: સાત ઇમારત તો અતિ જર્જરિત છે!: [10, 61, 425, 84]
- classified-item-body: વેચવા જોઈએ છે ન.૨/૯ લાંબેલ ૨૫નંબર ફુલ-૮૦૦ ગોડાઉન ૧૨૦૦ ફૂટ, ખ્યાલથી કિંમત મો. ૯૬૬૭૪૪ ૪૨૫૨૫ (S–૫૭૨): [10, 1620, 128, 1682]
- classified-item: [151, 1561, 283, 1619]
- classified-item-heading: ટેનામેન્ટ વેચવાનું છે: [292, 1281, 369, 1293]
- road-body: જામનગરથી ખટિયા માર્ગે ખટિયા સુધીનો માર્ગ અતિ બિસ્માર હાલતમાં છે. રસ્તા રજૂવાતો છતાં માર્ગના સમારકામનું 'મૂહૂર્ત' આવતું નથી. એકાદ-બે જગ્યાએ સિંગલ પટ્ટી ઉપર ડામર કરી દેવાયો છે, પણ બાકીનો માર્ગ એવો જ છે. વાહનચાલકોને સમસ્યાનો સામનો કરવો પડે છે. સ્થાનિક આગેવાનો દ્વારા અનેકવાર રજૂઆત કરાઈ છે, પરંતુ તંત્રનું 'કુંભકર્ણ' જેવું વલણ હોવાનું અનેકવાર રજૂઆત બાદ પણ માર્ગનું સમારકામ ન થતાં લોકોમાં રોષ ફેલાયો છે. વાહનચાલકોની હાલત કફોડી બની છે. તંત્ર સામનો કરવો પડી રહ્યો છે.: [749, 151, 907, 373]
- classified-item: [293, 1652, 425, 1723]
- classified-item: [293, 1219, 425, 1277]
- classified-item: [10, 1206, 142, 1252]
- market-row: [599, 1528, 749, 1541]
